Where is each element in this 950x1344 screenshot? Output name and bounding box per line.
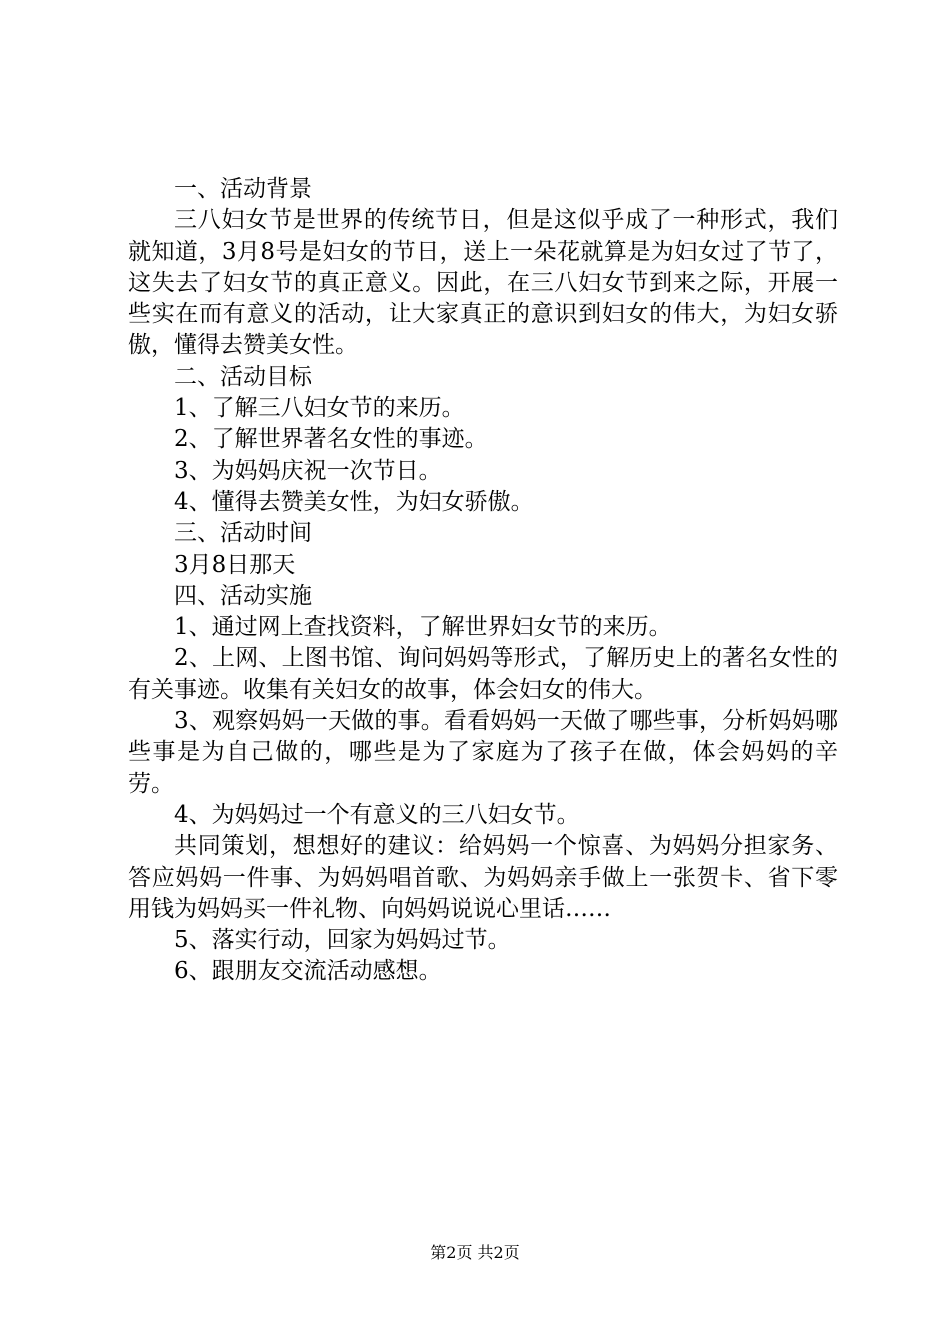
page-number-footer: 第2页 共2页 (430, 1243, 520, 1262)
section-heading-implementation: 四、活动实施 (174, 582, 312, 609)
implementation-item-4: 4、为妈妈过一个有意义的三八妇女节。 (174, 801, 580, 828)
document-body (128, 174, 838, 988)
implementation-item-5: 5、落实行动，回家为妈妈过节。 (174, 927, 511, 954)
section-heading-goals: 二、活动目标 (174, 363, 312, 390)
section-heading-time: 三、活动时间 (174, 520, 312, 547)
goal-item-2: 2、了解世界著名女性的事迹。 (174, 426, 488, 453)
planning-suggestions: 共同策划，想想好的建议：给妈妈一个惊喜、为妈妈分担家务、答应妈妈一件事、为妈妈唱首歌、为妈妈亲手做上一张贺卡、省下零用钱为妈妈买一件礼物、向妈妈说说心里话…… (128, 833, 838, 922)
implementation-item-1: 1、通过网上查找资料，了解世界妇女节的来历。 (174, 614, 672, 641)
implementation-item-3: 3、观察妈妈一天做的事。看看妈妈一天做了哪些事，分析妈妈哪些事是为自己做的，哪些是为了家庭为了孩子在做，体会妈妈的辛劳。 (128, 708, 838, 797)
implementation-item-2: 2、上网、上图书馆、询问妈妈等形式，了解历史上的著名女性的有关事迹。收集有关妇女的故事，体会妇女的伟大。 (128, 645, 838, 703)
goal-item-1: 1、了解三八妇女节的来历。 (174, 395, 465, 422)
section-heading-background: 一、活动背景 (174, 176, 312, 202)
goal-item-4: 4、懂得去赞美女性，为妇女骄傲。 (174, 488, 534, 515)
activity-date: 3月8日那天 (174, 551, 296, 578)
implementation-item-6: 6、跟朋友交流活动感想。 (174, 958, 442, 985)
goal-item-3: 3、为妈妈庆祝一次节日。 (174, 457, 442, 484)
paragraph-background: 三八妇女节是世界的传统节日，但是这似乎成了一种形式，我们就知道，3月8号是妇女的节日，送上一朵花就算是为妇女过了节了，这失去了妇女节的真正意义。因此，在三八妇女节到来之际，开展一些实在而有意义的活动，让大家真正的意识到妇女的伟大，为妇女骄傲，懂得去赞美女性。 (128, 207, 838, 359)
